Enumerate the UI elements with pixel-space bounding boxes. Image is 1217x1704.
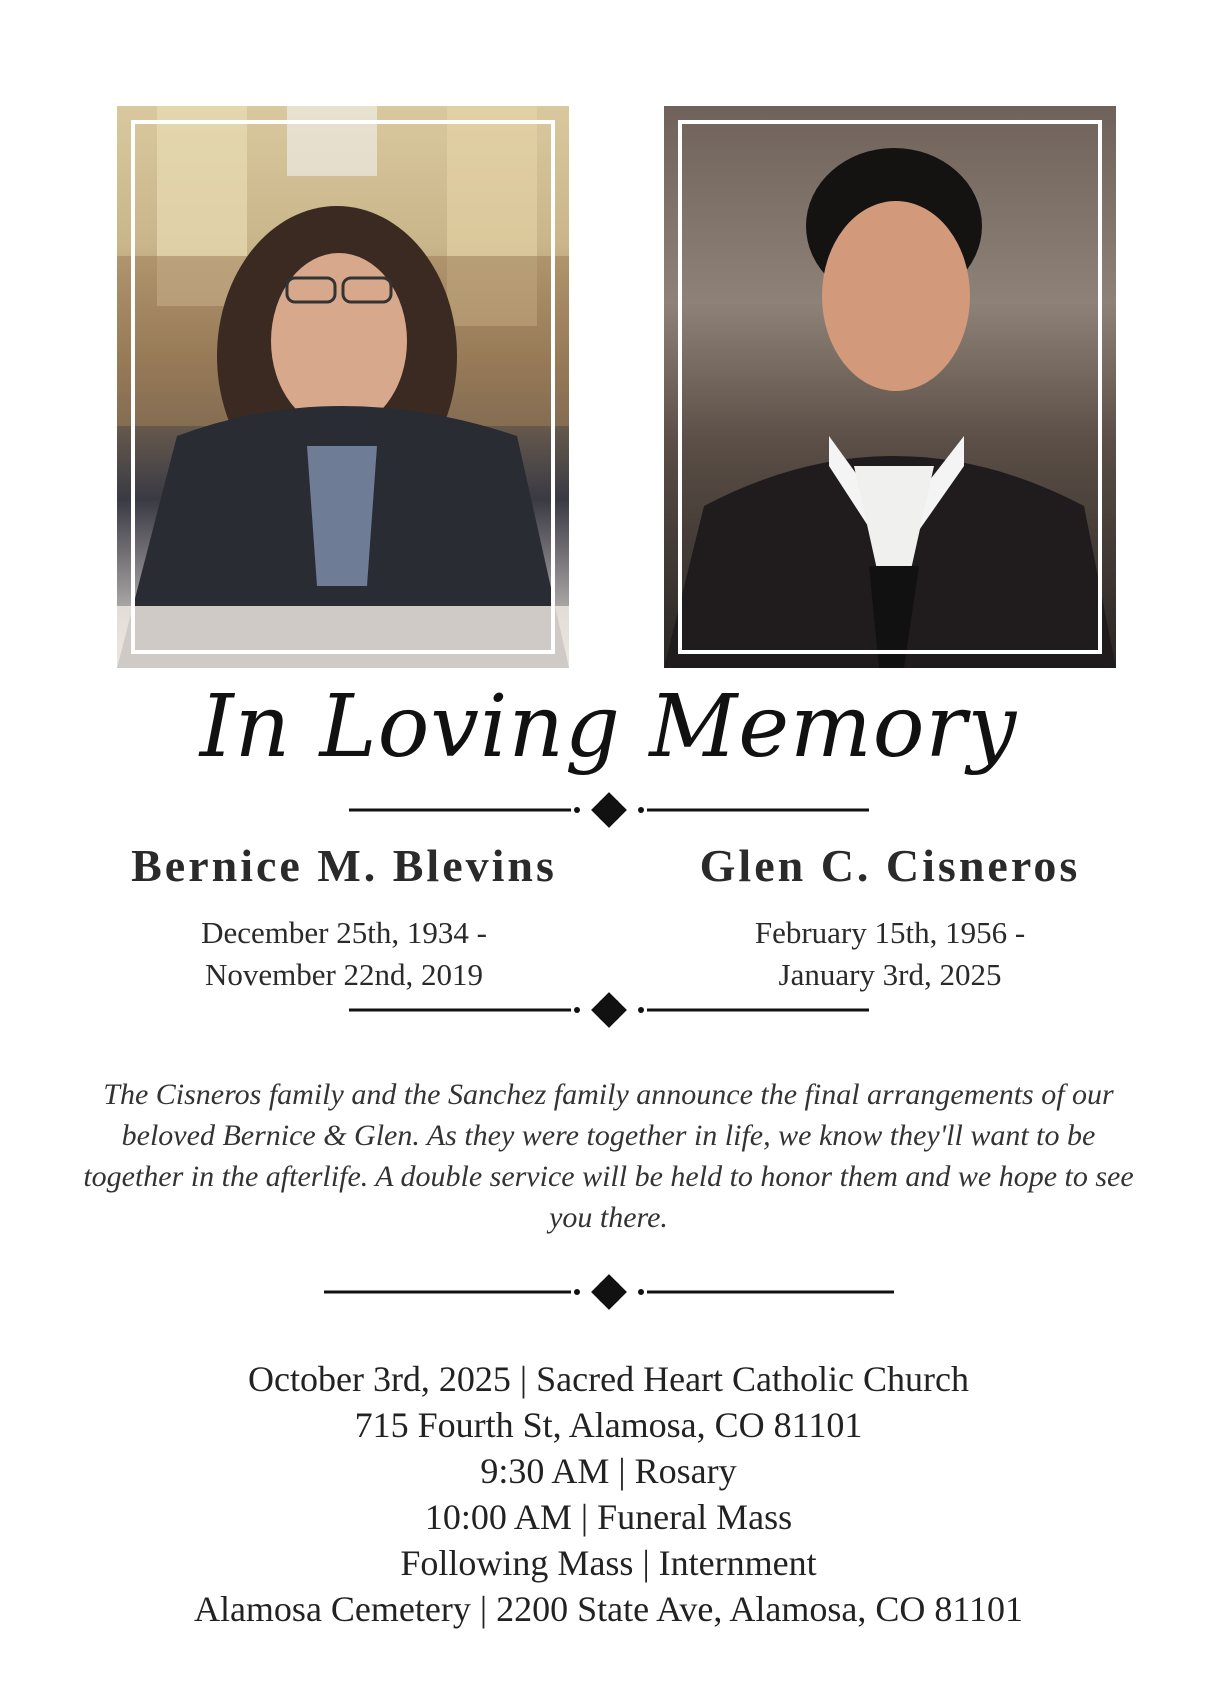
birth-date-bernice: December 25th, 1934 - [201,915,487,950]
person-name-bernice: Bernice M. Blevins [131,840,557,891]
death-date-bernice: November 22nd, 2019 [204,957,484,992]
service-date-location: October 3rd, 2025 | Sacred Heart Catholic Church [248,1359,969,1399]
internment-time: Following Mass | Internment [400,1543,817,1583]
service-details [0,1356,1217,1632]
divider-bottom [0,1272,1217,1312]
dates-bernice [64,912,624,996]
announcement-text: The Cisneros family and the Sanchez family announce the final arrangements of our beloved Bernice & Glen. As they were together in life, we know they'll want to be together in the afterlife. A double service will be held to honor them and we hope to see you there. [83,1078,1134,1234]
glen-photo [664,106,1116,668]
person-name-glen: Glen C. Cisneros [699,840,1081,891]
diamond-ornament-icon [324,1272,894,1312]
funeral-mass-time: 10:00 AM | Funeral Mass [424,1497,793,1537]
divider-top [0,790,1217,830]
divider-middle [0,990,1217,1030]
diamond-ornament-icon [349,990,869,1030]
rosary-time: 9:30 AM | Rosary [480,1451,737,1491]
church-address: 715 Fourth St, Alamosa, CO 81101 [354,1405,863,1445]
bernice-photo [117,106,569,668]
bernice-photo-frame [131,120,555,654]
death-date-glen: January 3rd, 2025 [778,957,1002,992]
dates-glen [610,912,1170,996]
birth-date-glen: February 15th, 1956 - [754,915,1026,950]
glen-photo-frame [678,120,1102,654]
diamond-ornament-icon [349,790,869,830]
page-title: In Loving Memory [199,677,1018,777]
cemetery-address: Alamosa Cemetery | 2200 State Ave, Alamosa, CO 81101 [193,1589,1024,1629]
